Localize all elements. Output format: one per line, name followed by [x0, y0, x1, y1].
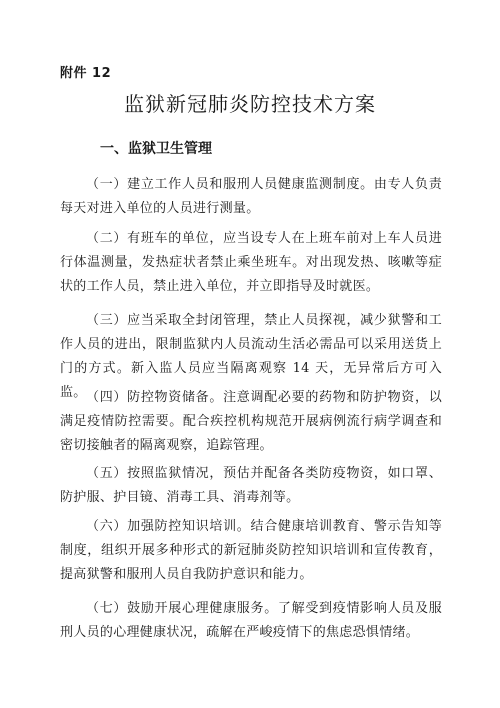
paragraph-shuttle-bus: （二）有班车的单位，应当设专人在上班车前对上车人员进行体温测量，发热症状者禁止乘坐班车。对出现发热、咳嗽等症状的工作人员，禁止进入单位，并立即指导及时就医。 [60, 231, 442, 294]
attachment-label: 附件 12 [60, 66, 112, 81]
paragraph-closed-management: （三）应当采取全封闭管理，禁止人员探视，减少狱警和工作人员的进出，限制监狱内人员流动生活必需品可以采用送货上门的方式。新入监人员应当隔离观察 14 天，无异常后方可入监。 [60, 313, 442, 400]
section-heading: 一、监狱卫生管理 [100, 141, 212, 157]
paragraph-training: （六）加强防控知识培训。结合健康培训教育、警示告知等制度，组织开展多种形式的新冠肺炎防控知识培训和宣传教育，提高狱警和服刑人员自我防护意识和能力。 [60, 519, 442, 582]
paragraph-health-monitoring: （一）建立工作人员和服刑人员健康监测制度。由专人负责每天对进入单位的人员进行测量。 [60, 177, 442, 216]
paragraph-mental-health: （七）鼓励开展心理健康服务。了解受到疫情影响人员及服刑人员的心理健康状况，疏解在严峻疫情下的焦虑恐惧情绪。 [60, 601, 442, 640]
paragraph-supplies-reserve: （四）防控物资储备。注意调配必要的药物和防护物资，以满足疫情防控需要。配合疾控机构规范开展病例流行病学调查和密切接触者的隔离观察，追踪管理。 [60, 390, 442, 453]
document-title: 监狱新冠肺炎防控技术方案 [124, 92, 376, 116]
paragraph-epidemic-supplies: （五）按照监狱情况，预估并配备各类防疫物资，如口罩、防护服、护目镜、消毒工具、消毒剂等。 [60, 466, 442, 505]
